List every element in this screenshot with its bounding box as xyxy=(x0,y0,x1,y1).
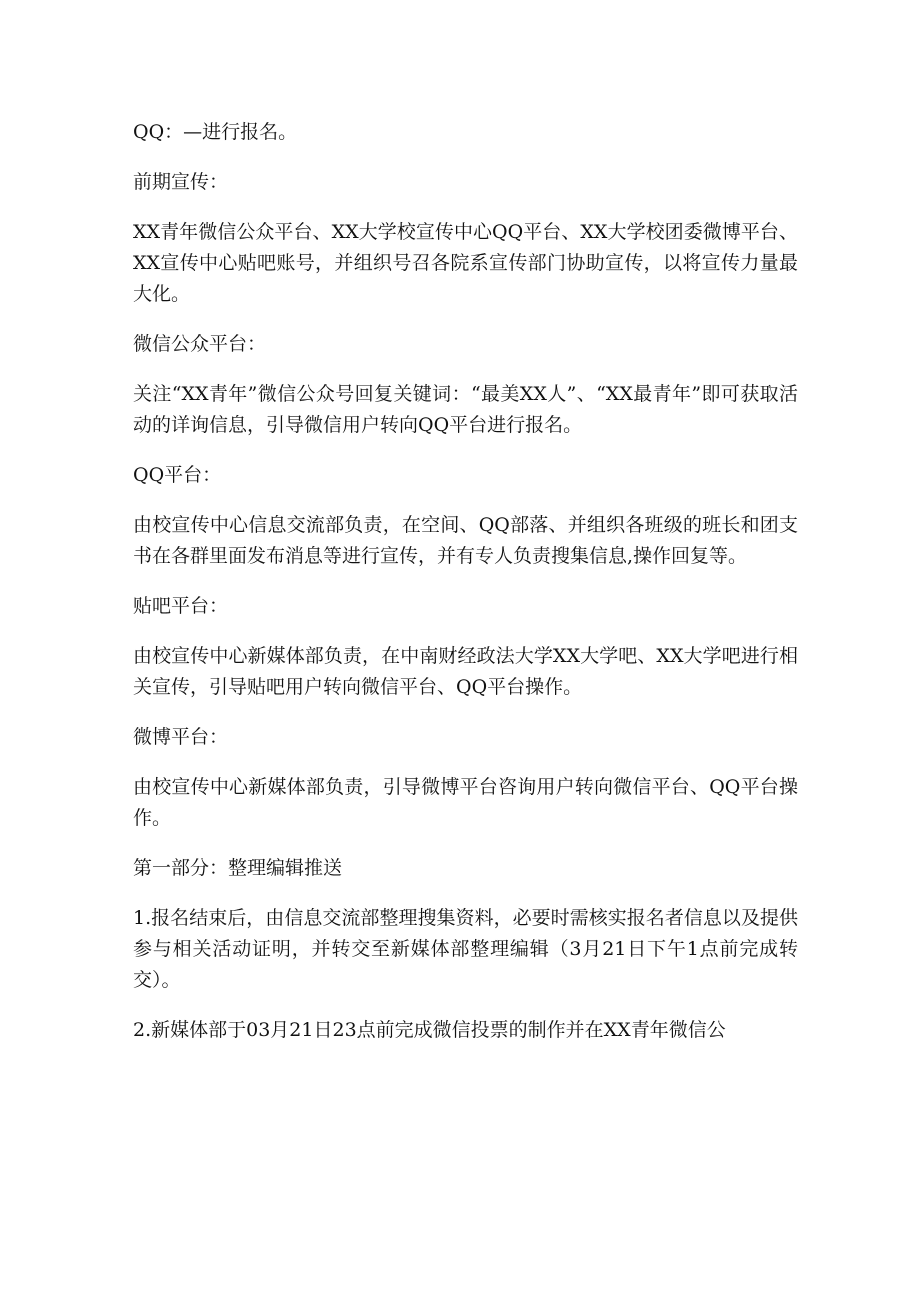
paragraph-step-2: 2.新媒体部于03月21日23点前完成微信投票的制作并在XX青年微信公 xyxy=(133,1019,726,1041)
heading-part-one: 第一部分：整理编辑推送 xyxy=(133,857,343,879)
paragraph-qq-signup: QQ：—进行报名。 xyxy=(133,121,298,143)
paragraph-promotion-channels: XX青年微信公众平台、XX大学校宣传中心QQ平台、XX大学校团委微博平台、XX宣传中心贴吧账号，并组织号召各院系宣传部门协助宣传，以将宣传力量最大化。 xyxy=(133,221,798,305)
paragraph-weibo-platform: 由校宣传中心新媒体部负责，引导微博平台咨询用户转向微信平台、QQ平台操作。 xyxy=(133,776,798,829)
document-body xyxy=(133,117,798,1065)
paragraph-qq-platform: 由校宣传中心信息交流部负责，在空间、QQ部落、并组织各班级的班长和团支书在各群里面发布消息等进行宣传，并有专人负责搜集信息,操作回复等。 xyxy=(133,514,798,567)
paragraph-wechat-platform: 关注“XX青年”微信公众号回复关键词：“最美XX人”、“XX最青年”即可获取活动的详询信息，引导微信用户转向QQ平台进行报名。 xyxy=(133,383,798,436)
heading-weibo-platform: 微博平台： xyxy=(133,726,229,748)
paragraph-tieba-platform: 由校宣传中心新媒体部负责，在中南财经政法大学XX大学吧、XX大学吧进行相关宣传，引导贴吧用户转向微信平台、QQ平台操作。 xyxy=(133,645,798,698)
heading-wechat-platform: 微信公众平台： xyxy=(133,333,267,355)
heading-qq-platform: QQ平台： xyxy=(133,464,222,486)
paragraph-step-1: 1.报名结束后，由信息交流部整理搜集资料，必要时需核实报名者信息以及提供参与相关活动证明，并转交至新媒体部整理编辑（3月21日下午1点前完成转交）。 xyxy=(133,907,798,991)
heading-tieba-platform: 贴吧平台： xyxy=(133,595,229,617)
heading-early-promotion: 前期宣传： xyxy=(133,171,229,193)
